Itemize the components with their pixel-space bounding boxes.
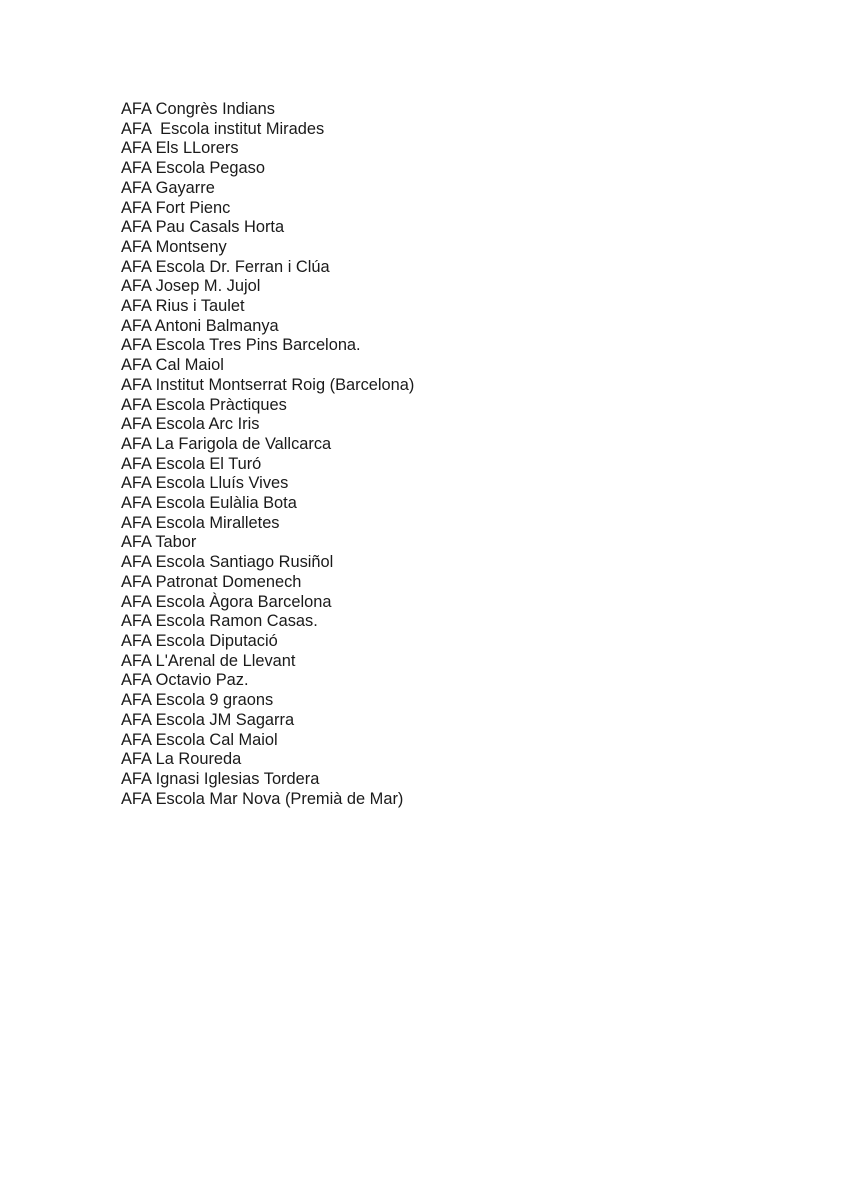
list-item: AFA Escola JM Sagarra (121, 710, 295, 729)
list-item: AFA Escola Arc Iris (121, 415, 260, 434)
list-item: AFA Els LLorers (121, 139, 239, 158)
list-item: AFA Escola Àgora Barcelona (121, 592, 332, 611)
list-item: AFA Octavio Paz. (121, 671, 249, 690)
list-item: AFA Rius i Taulet (121, 297, 245, 316)
list-item: AFA Escola Dr. Ferran i Clúa (121, 257, 330, 276)
list-item: AFA Fort Pienc (121, 198, 231, 217)
list-item: AFA L'Arenal de Llevant (121, 651, 296, 670)
list-item: AFA Escola Cal Maiol (121, 730, 278, 749)
list-item: AFA Escola 9 graons (121, 691, 274, 710)
list-item: AFA Patronat Domenech (121, 572, 302, 591)
list-item: AFA La Roureda (121, 750, 242, 769)
list-item: AFA Escola Diputació (121, 631, 278, 650)
list-item: AFA Escola Eulàlia Bota (121, 494, 297, 513)
list-item: AFA Escola Miralletes (121, 513, 280, 532)
afa-list (121, 100, 414, 809)
list-item: AFA Escola Pegaso (121, 159, 265, 178)
list-item: AFA Institut Montserrat Roig (Barcelona) (121, 375, 415, 394)
list-item: AFA Ignasi Iglesias Tordera (121, 769, 320, 788)
list-item: AFA Escola Tres Pins Barcelona. (121, 336, 361, 355)
list-item: AFA Montseny (121, 237, 227, 256)
list-item: AFA Pau Casals Horta (121, 218, 285, 237)
list-item: AFA Escola Lluís Vives (121, 474, 289, 493)
list-item: AFA La Farigola de Vallcarca (121, 434, 332, 453)
list-item: AFA Escola El Turó (121, 454, 262, 473)
list-item: AFA Antoni Balmanya (121, 316, 279, 335)
list-item: AFA Gayarre (121, 178, 215, 197)
list-item: AFA Congrès Indians (121, 100, 275, 118)
list-item: AFA Escola Mar Nova (Premià de Mar) (121, 789, 404, 808)
list-item: AFA Josep M. Jujol (121, 277, 261, 296)
list-item: AFA Escola institut Mirades (121, 119, 325, 138)
list-item: AFA Escola Santiago Rusiñol (121, 553, 334, 572)
list-item: AFA Escola Ramon Casas. (121, 612, 318, 631)
list-item: AFA Tabor (121, 533, 197, 552)
list-item: AFA Escola Pràctiques (121, 395, 287, 414)
list-item: AFA Cal Maiol (121, 356, 224, 375)
